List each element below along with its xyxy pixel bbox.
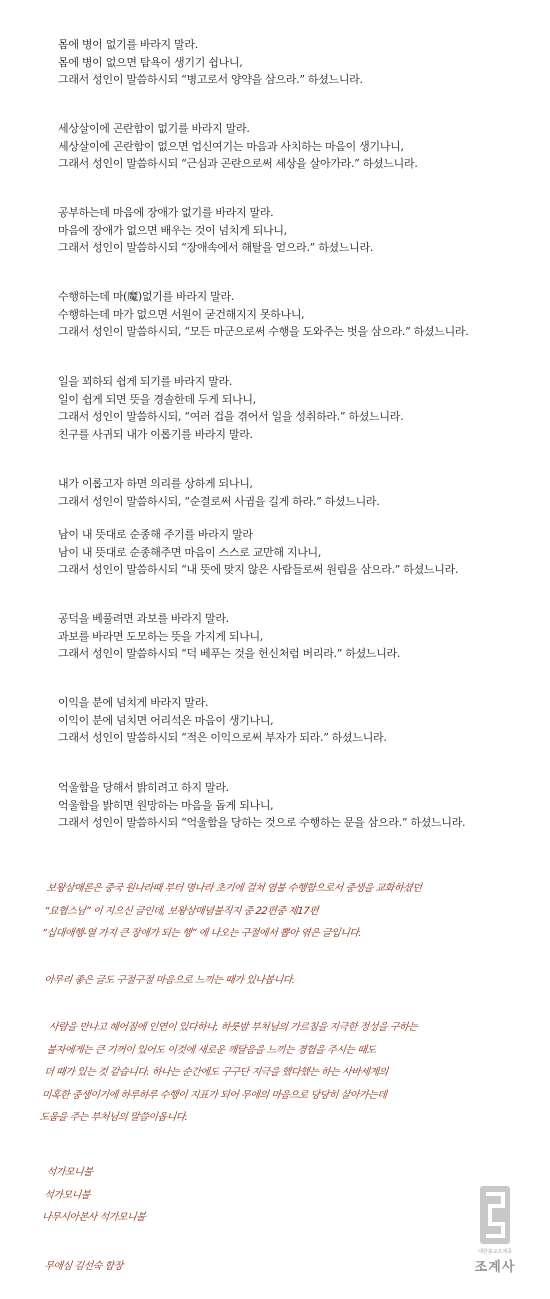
verse-line: 이익이 분에 넘치면 어리석은 마음이 생기나니,	[58, 713, 274, 727]
verse-line: 남이 내 뜻대로 순종해주면 마음이 스스로 교만해 지나니,	[58, 545, 322, 559]
note-line: “십대애행-열 가지 큰 장애가 되는 행” 에 나오는 구절에서 뽑아 엮은 글입니다.	[41, 928, 362, 939]
verse-block	[58, 475, 528, 510]
handwritten-note	[40, 878, 527, 946]
verse-line: 세상살이에 곤란함이 없으면 업신여기는 마음과 사치하는 마음이 생기나니,	[58, 139, 404, 153]
logo-name: 조계사	[474, 1260, 516, 1275]
verse-line: 몸에 병이 없기를 바라지 말라.	[58, 38, 198, 51]
note-line: 사람을 만나고 헤어짐에 인연이 있다하나, 하룻밤 부처님의 가르침을 지극한 정성을 구하는	[48, 1022, 418, 1033]
verse-line: 수행하는데 마(魔)없기를 바라지 말라.	[58, 290, 235, 303]
verse-block	[58, 373, 528, 443]
verse-line: 친구를 사귀되 내가 이롭기를 바라지 말라.	[58, 427, 253, 441]
verse-line: 이익을 분에 넘치게 바라지 말라.	[58, 696, 209, 709]
verse-line: 그래서 성인이 말씀하시되 “내 뜻에 맞지 않은 사람들로써 원림을 삼으라.” 하셨느니라.	[58, 563, 459, 576]
handwritten-note	[38, 1017, 530, 1130]
note-line: 석가모니불	[43, 1189, 91, 1201]
verse-line: 마음에 장애가 없으면 배우는 것이 넘치게 되나니,	[58, 223, 287, 237]
logo-caption: 대한불교조계종	[478, 1249, 512, 1255]
verse-line: 그래서 성인이 말씀하시되 “근심과 곤란으로써 세상을 살아가라.” 하셨느니라.	[58, 157, 418, 170]
handwritten-signature	[43, 1256, 525, 1279]
verse-line: 수행하는데 마가 없으면 서원이 굳건해지지 못하나니,	[58, 307, 305, 321]
note-line: 도움을 주는 부처님의 말씀이옵니다.	[38, 1112, 189, 1123]
note-line: 불자에게는 큰 기꺼이 있어도 이것에 새로운 깨달음을 느끼는 경험을 주시는 때도	[45, 1044, 377, 1056]
verse-line: 그래서 성인이 말씀하시되, “모든 마군으로써 수행을 도와주는 벗을 삼으라.” 하셨느니라.	[58, 325, 469, 338]
verse-line: 억울함을 밝히면 원망하는 마음을 돕게 되나니,	[58, 798, 274, 812]
verse-block	[58, 610, 528, 663]
verse-line: 내가 이롭고자 하면 의리를 상하게 되나니,	[58, 477, 253, 490]
verse-block	[58, 779, 528, 832]
verse-line: 그래서 성인이 말씀하시되 “적은 이익으로써 부자가 되라.” 하셨느니라.	[58, 731, 387, 744]
note-line: 미혹한 중생이기에 하루하루 수행이 지표가 되어 무애의 마음으로 당당히 살아가는데	[41, 1089, 388, 1101]
verse-block	[58, 288, 528, 341]
verse-line: 과보를 바라면 도모하는 뜻을 가지게 되나니,	[58, 629, 264, 643]
verse-line: 일을 꾀하되 쉽게 되기를 바라지 말라.	[58, 375, 233, 388]
verse-line: 그래서 성인이 말씀하시되, “여러 겁을 겪어서 일을 성취하라.” 하셨느니라.	[58, 410, 404, 423]
verse-block	[58, 526, 528, 579]
note-line: 아무리 좋은 글도 구절구절 마음으로 느끼는 때가 있나봅니다.	[43, 975, 296, 986]
note-line: 더 때가 있는 것 같습니다. 하나는 순간에도 구구단 지극을 했다했는 하는 사바세계의	[43, 1067, 389, 1078]
verse-line: 그래서 성인이 말씀하시되, “순결로써 사귐을 길게 하라.” 하셨느니라.	[58, 494, 380, 508]
verse-line: 세상살이에 곤란함이 없기를 바라지 말라.	[58, 122, 250, 135]
handwritten-note	[40, 1162, 527, 1230]
verse-line: 그래서 성인이 말씀하시되 “억울함을 당하는 것으로 수행하는 문을 삼으라.” 하셨느니라.	[58, 816, 466, 829]
verse-line: 공부하는데 마음에 장애가 없기를 바라지 말라.	[58, 206, 274, 219]
verse-line: 공덕을 베풀려면 과보를 바라지 말라.	[58, 612, 229, 625]
temple-logo-icon	[466, 1184, 524, 1246]
verse-line: 남이 내 뜻대로 순종해 주기를 바라지 말라	[58, 528, 253, 541]
verse-block	[58, 204, 528, 257]
verse-line: 일이 쉽게 되면 뜻을 경솔한데 두게 되나니,	[58, 392, 256, 406]
note-line: 석가모니불	[45, 1167, 93, 1178]
verse-line: 억울함을 당해서 밝히려고 하지 말라.	[58, 781, 229, 794]
verse-line: 그래서 성인이 말씀하시되 “병고로서 양약을 삼으라.” 하셨느니라.	[58, 73, 363, 86]
verse-block	[58, 694, 528, 747]
verse-block	[58, 120, 528, 173]
note-line: 보왕삼매론은 중국 원나라때 부터 명나라 초기에 걸쳐 염불 수행함으로서 중생을 교화하셨던	[45, 883, 422, 894]
handwritten-note	[43, 970, 525, 993]
verse-line: 몸에 병이 없으면 탐욕이 생기기 쉽나니,	[58, 55, 243, 69]
verse-line: 그래서 성인이 말씀하시되 “장애속에서 해탈을 얻으라.” 하셨느니라.	[58, 241, 374, 254]
note-line: “묘협스님” 이 지으신 글인데, 보왕삼매념불직지 중 22편중 제17편	[43, 905, 319, 917]
verse-block	[58, 36, 528, 89]
verse-line: 그래서 성인이 말씀하시되 “덕 베푸는 것을 헌신처럼 버리라.” 하셨느니라.	[58, 647, 401, 660]
note-line: 나무시아본사 석가모니불	[41, 1212, 146, 1223]
signature-line: 무애심 김선숙 합장	[43, 1261, 124, 1272]
